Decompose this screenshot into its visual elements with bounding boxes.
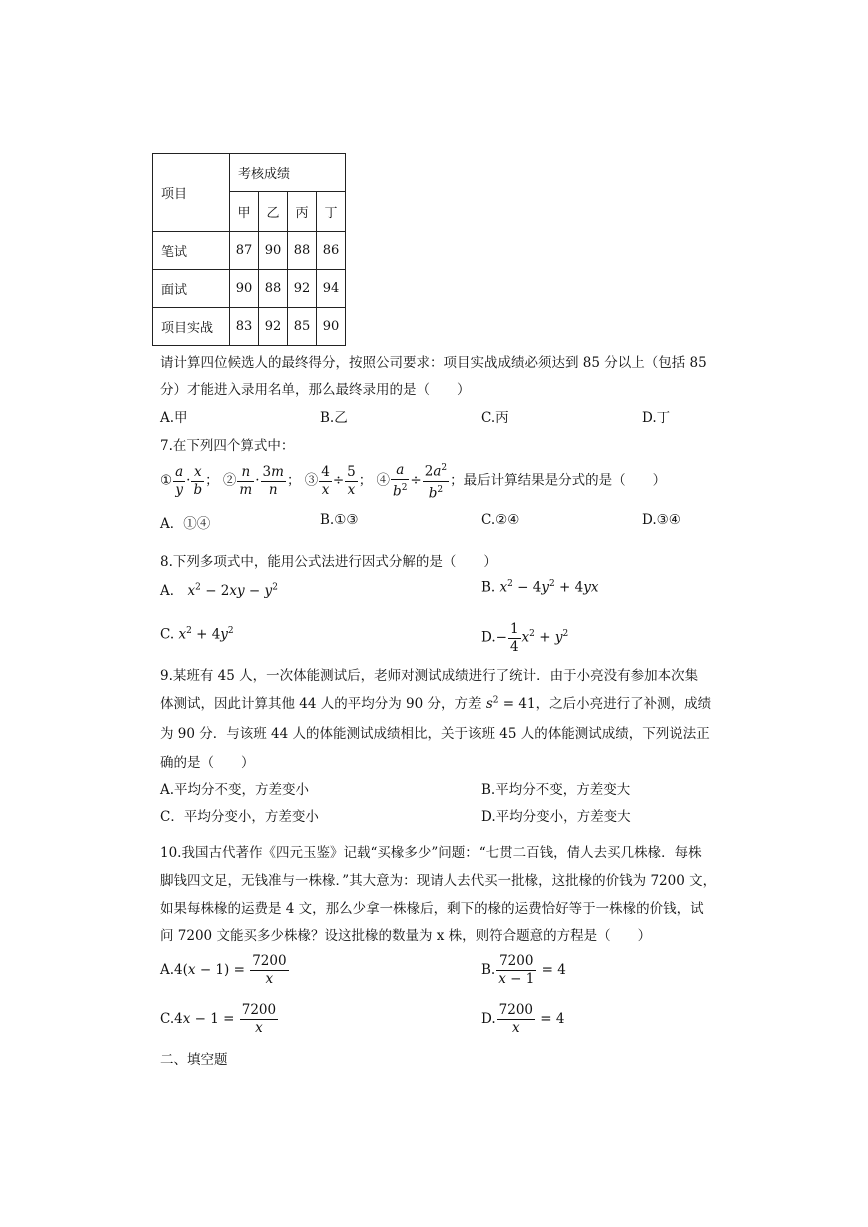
table-cell: 86 bbox=[317, 232, 346, 270]
table-row bbox=[153, 308, 346, 346]
table-cell: 90 bbox=[317, 308, 346, 346]
q6-option-c[interactable]: C.丙 bbox=[481, 410, 509, 426]
q7-option-b[interactable]: B.①③ bbox=[320, 512, 359, 528]
table-cell: 87 bbox=[230, 232, 259, 270]
table-cell: 92 bbox=[288, 270, 317, 308]
q8-option-b[interactable]: B. $x^2 - 4y^2 + 4yx$ bbox=[481, 579, 599, 596]
q7-stem: 7.在下列四个算式中： bbox=[160, 438, 295, 454]
table-cell: 92 bbox=[259, 308, 288, 346]
table-cell: 90 bbox=[230, 270, 259, 308]
table-corner: 项目 bbox=[153, 154, 230, 232]
q10-option-a[interactable]: A.4(x − 1) = $\frac{7200}{x}$ bbox=[160, 953, 287, 987]
q8-option-a[interactable]: A． $x^2 - 2xy - y^2$ bbox=[160, 582, 278, 599]
q9-line3: 为 90 分．与该班 44 人的体能测试成绩相比，关于该班 45 人的体能测试成绩，下列说法正 bbox=[160, 726, 710, 742]
table-cell: 85 bbox=[288, 308, 317, 346]
q6-text-line2: 分）才能进入录用名单，那么最终录用的是（ ） bbox=[160, 382, 471, 398]
candidate-header: 乙 bbox=[259, 192, 288, 232]
table-cell: 83 bbox=[230, 308, 259, 346]
table-cell: 94 bbox=[317, 270, 346, 308]
q8-stem: 8.下列多项式中，能用公式法进行因式分解的是（ ） bbox=[160, 554, 497, 570]
q9-option-d[interactable]: D.平均分变小，方差变大 bbox=[481, 809, 631, 825]
q6-text-line1: 请计算四位候选人的最终得分，按照公司要求：项目实战成绩必须达到 85 分以上（包括 85 bbox=[160, 355, 707, 371]
candidate-header: 甲 bbox=[230, 192, 259, 232]
q10-option-d[interactable]: D. $\frac{7200}{x}$ = 4 bbox=[481, 1002, 565, 1036]
q10-line3: 如果每株椽的运费是 4 文，那么少拿一株椽后，剩下的椽的运费恰好等于一株椽的价钱，试 bbox=[160, 901, 704, 917]
q9-option-a[interactable]: A.平均分不变，方差变小 bbox=[160, 782, 310, 798]
circle-2: ② bbox=[222, 472, 237, 489]
q10-option-c[interactable]: C.4x − 1 = $\frac{7200}{x}$ bbox=[160, 1002, 277, 1036]
circle-1: ① bbox=[160, 472, 173, 489]
q7-tail: ；最后计算结果是分式的是（ ） bbox=[450, 472, 667, 489]
q6-option-a[interactable]: A.甲 bbox=[160, 410, 188, 426]
q10-line2: 脚钱四文足，无钱准与一株椽．”其大意为：现请人去代买一批椽，这批椽的价钱为 7200 文， bbox=[160, 873, 717, 889]
q7-option-a[interactable]: A．①④ bbox=[160, 516, 211, 532]
q7-option-d[interactable]: D.③④ bbox=[642, 512, 681, 528]
q9-line4: 确的是（ ） bbox=[160, 755, 255, 771]
q8-option-c[interactable]: C. $x^2 + 4y^2$ bbox=[160, 626, 234, 643]
q7-expressions: ① $\frac{a}{y}$ · $\frac{x}{b}$ ； ② $\frac{n}{m}$ · $\frac{3m}{n}$ ； ③ $\frac{4}{x}$ ÷ $\frac{5}{x}$ ； ④ $\frac{a}{b^2}$ ÷ $\frac{2a^2}{b^2}$ ；最后计算结果是分式的是（ ） bbox=[160, 461, 667, 501]
table-cell: 88 bbox=[259, 270, 288, 308]
q9-option-c[interactable]: C．平均分变小，方差变小 bbox=[160, 809, 319, 825]
q8-option-d[interactable]: D.− $\frac{1}{4}$ $x^2 + y^2$ bbox=[481, 620, 569, 655]
circle-3: ③ bbox=[304, 472, 319, 489]
circle-4: ④ bbox=[376, 472, 391, 489]
q6-option-d[interactable]: D.丁 bbox=[642, 410, 671, 426]
q9-option-b[interactable]: B.平均分不变，方差变大 bbox=[481, 782, 631, 798]
row-label: 面试 bbox=[153, 270, 230, 308]
q7-option-c[interactable]: C.②④ bbox=[481, 512, 520, 528]
q10-line1: 10.我国古代著作《四元玉鉴》记载“买椽多少”问题：“七贯二百钱，倩人去买几株椽．每株 bbox=[160, 845, 702, 861]
score-table bbox=[152, 153, 346, 346]
q6-option-b[interactable]: B.乙 bbox=[320, 410, 348, 426]
q10-line4: 问 7200 文能买多少株椽？设这批椽的数量为 x 株，则符合题意的方程是（ ） bbox=[160, 928, 652, 944]
section-title: 二、填空题 bbox=[160, 1052, 228, 1068]
row-label: 项目实战 bbox=[153, 308, 230, 346]
q9-line2: 体测试，因此计算其他 44 人的平均分为 90 分，方差 $s^2 = 41$，之后小亮进行了补测，成绩 bbox=[160, 695, 712, 712]
table-row bbox=[153, 270, 346, 308]
candidate-header: 丙 bbox=[288, 192, 317, 232]
candidate-header: 丁 bbox=[317, 192, 346, 232]
table-row bbox=[153, 232, 346, 270]
table-group-header: 考核成绩 bbox=[230, 154, 346, 192]
q9-line1: 9.某班有 45 人，一次体能测试后，老师对测试成绩进行了统计．由于小亮没有参加本次集 bbox=[160, 668, 699, 684]
table-cell: 88 bbox=[288, 232, 317, 270]
row-label: 笔试 bbox=[153, 232, 230, 270]
table-cell: 90 bbox=[259, 232, 288, 270]
q10-option-b[interactable]: B. $\frac{7200}{x - 1}$ = 4 bbox=[481, 953, 566, 987]
